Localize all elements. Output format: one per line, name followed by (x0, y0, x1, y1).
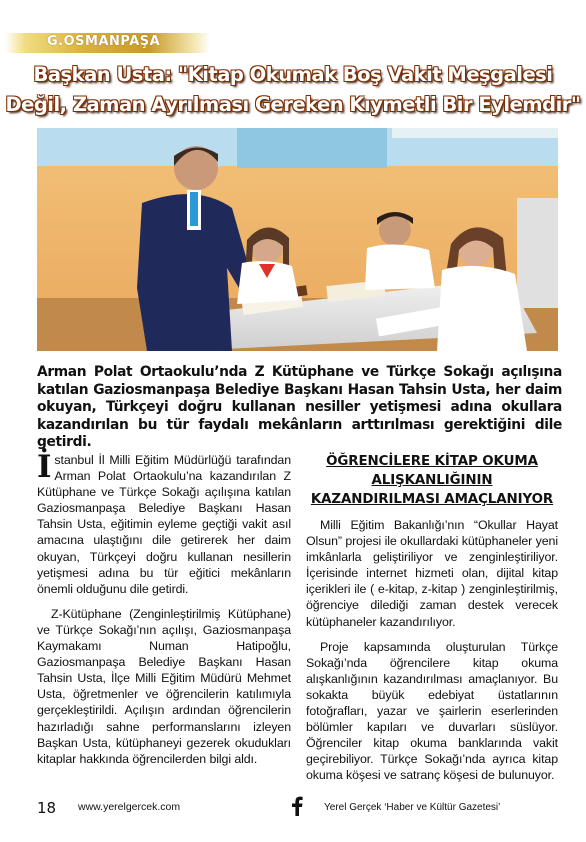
facebook-icon[interactable] (291, 796, 303, 816)
section-subheading: ÖĞRENCİLERE KİTAP OKUMA ALIŞKANLIĞININ KAZANDIRILMASI AMAÇLANIYOR (310, 454, 554, 507)
article-headline (0, 60, 586, 120)
right-paragraph-1-text: Milli Eğitim Bakanlığı’nın “Okullar Hayat Olsun” projesi ile okullardaki kütüphaneler yeni imkânlarla geliştiriliyor ve zenginleştiriliyor. İçerisinde internet hizmeti olan, dijital kitap içerikleri ile ( e-kitap, z-kitap ) zenginleştirilmiş, öğrenciye dilediği zaman destek verecek kütüphaneler kazandırılıyor. (306, 518, 558, 629)
page-number: 18 (37, 799, 57, 817)
drop-cap: İ (37, 449, 52, 485)
right-paragraph-2-text: Proje kapsamında oluşturulan Türkçe Sokağı’nda öğrencilere kitap okuma alışkanlığının kazandırılması amaçlanıyor. Bu sokakta büyük edebiyat üstatlarının fotoğrafları, yazar ve şairlerin eserlerinden bölümler kapıları ve duvarları süslüyor. Öğrenciler kitap okuma banklarında vakit geçirebiliyor. Türkçe Sokağı’nda ayrıca kitap okuma köşesi ve satranç köşesi de bulunuyor. (306, 639, 558, 783)
article-photo (37, 128, 558, 351)
district-banner (5, 33, 210, 53)
right-paragraph-1 (306, 517, 558, 630)
left-paragraph-2-text: Z-Kütüphane (Zenginleştirilmiş Kütüphane) ve Türkçe Sokağı’nın açılışı, Gaziosmanpaşa Kaymakamı Numan Hatipoğlu, Gaziosmanpaşa Belediye Başkanı Hasan Tahsin Usta, İlçe Milli Eğitim Müdürü Mehmet Usta, öğretmenler ve öğrencilerin katılımıyla gerçekleştirildi. Açılışın ardından öğrencilerin hazırladığı sahne performanslarını izleyen Başkan Usta, kütüphaneyi gezerek okudukları kitaplar hakkında öğrencilerden bilgi aldı. (37, 606, 291, 766)
left-column (37, 449, 291, 776)
left-paragraph-1 (37, 449, 291, 597)
page-footer (0, 795, 586, 825)
district-label: G.OSMANPAŞA (47, 34, 161, 49)
website-link[interactable]: www.yerelgercek.com (78, 801, 181, 813)
left-paragraph-1-text: stanbul İl Milli Eğitim Müdürlüğü tarafından Arman Polat Ortaokulu’na kazandırılan Z Kütüphane ve Türkçe Sokağı açılışına katılan Gaziosmanpaşa Belediye Başkanı Hasan Tahsin Usta, eğitimin eyleme geçtiği vakit asıl amacına ulaştığını dile getirerek her daim okuyan, Türkçeyi doğru kullanan nesillerin yetişmesi adına bu tür eğitici mekânların önemli olduğunu dile getirdi. (37, 453, 291, 596)
publication-name: Yerel Gerçek ‘Haber ve Kültür Gazetesi’ (324, 802, 501, 813)
right-paragraph-2 (306, 639, 558, 784)
left-paragraph-2 (37, 606, 291, 767)
headline-line-2: Değil, Zaman Ayrılması Gereken Kıymetli Bir Eylemdir" (0, 90, 586, 120)
photo-illustration (37, 128, 558, 351)
right-column (306, 452, 558, 793)
article-lead: Arman Polat Ortaokulu’nda Z Kütüphane ve Türkçe Sokağı açılışına katılan Gaziosmanpaşa Belediye Başkanı Hasan Tahsin Usta, her daim okuyan, Türkçeyi doğru kullanan nesiller yetişmesi adına okullara kazandırılan bu tür faydalı mekânların arttırılması gerektiğini dile getirdi. (37, 364, 562, 451)
headline-line-1: Başkan Usta: "Kitap Okumak Boş Vakit Meşgalesi (0, 60, 586, 90)
